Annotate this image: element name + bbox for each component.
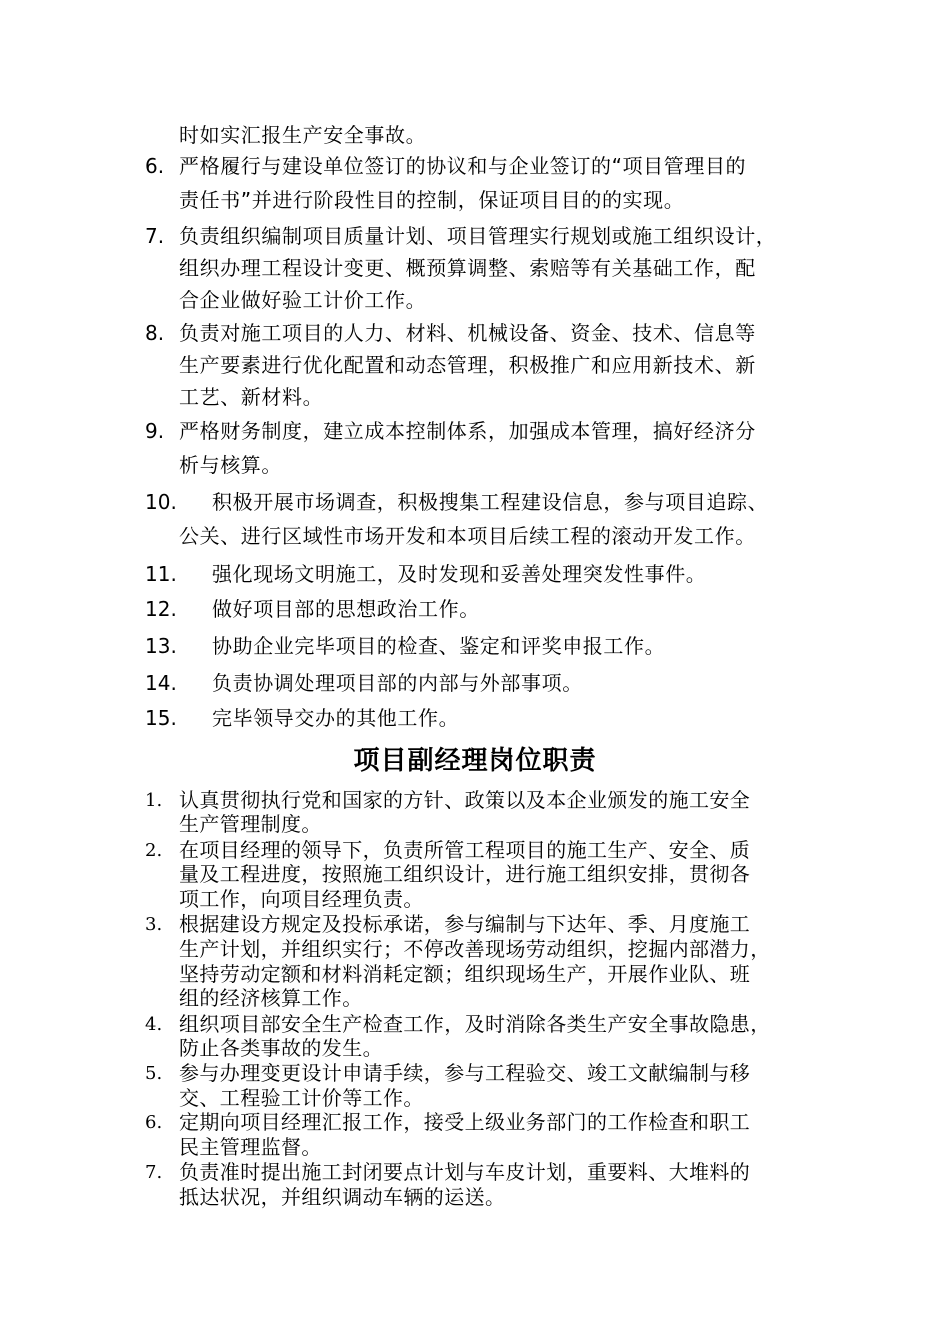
list-item-number: 2. bbox=[145, 840, 163, 861]
list-item-text: 民主管理监督。 bbox=[179, 1135, 322, 1159]
list-item-text: 定期向项目经理汇报工作，接受上级业务部门的工作检查和职工 bbox=[179, 1110, 751, 1134]
section-title: 项目副经理岗位职责 bbox=[353, 746, 597, 776]
list-item-text: 生产计划，并组织实行；不停改善现场劳动组织，挖掘内部潜力， bbox=[179, 937, 771, 961]
list-item-number: 14. bbox=[145, 671, 177, 695]
list-item-text: 认真贯彻执行党和国家的方针、政策以及本企业颁发的施工安全 bbox=[179, 788, 751, 812]
list-item-text: 抵达状况，并组织调动车辆的运送。 bbox=[179, 1185, 506, 1209]
list-item-number: 9. bbox=[145, 419, 165, 443]
list-item-text: 做好项目部的思想政治工作。 bbox=[212, 597, 480, 621]
list-item-text: 组织办理工程设计变更、概预算调整、索赔等有关基础工作，配 bbox=[179, 256, 756, 280]
list-item-text: 协助企业完毕项目的检查、鉴定和评奖申报工作。 bbox=[212, 634, 666, 658]
list-item-text: 生产要素进行优化配置和动态管理，积极推广和应用新技术、新 bbox=[179, 353, 756, 377]
list-item-text: 严格财务制度，建立成本控制体系，加强成本管理，搞好经济分 bbox=[179, 419, 756, 443]
list-item-number: 10. bbox=[145, 490, 177, 514]
list-item-number: 13. bbox=[145, 634, 177, 658]
list-item-text: 交、工程验工计价等工作。 bbox=[179, 1086, 424, 1110]
list-item-text: 组织项目部安全生产检查工作，及时消除各类生产安全事故隐患， bbox=[179, 1012, 771, 1036]
list-item-number: 15. bbox=[145, 706, 177, 730]
list-item-number: 7. bbox=[145, 1162, 163, 1183]
list-item-text: 负责对施工项目的人力、材料、机械设备、资金、技术、信息等 bbox=[179, 321, 756, 345]
list-item-text: 负责协调处理项目部的内部与外部事项。 bbox=[212, 671, 583, 695]
list-item-text: 项工作，向项目经理负责。 bbox=[179, 887, 424, 911]
list-item-text: 负责准时提出施工封闭要点计划与车皮计划，重要料、大堆料的 bbox=[179, 1160, 751, 1184]
list-item-number: 5. bbox=[145, 1063, 163, 1084]
list-item-text: 量及工程进度，按照施工组织设计，进行施工组织安排，贯彻各 bbox=[179, 862, 751, 886]
list-item-number: 6. bbox=[145, 1112, 163, 1133]
list-item-text: 在项目经理的领导下，负责所管工程项目的施工生产、安全、质 bbox=[179, 838, 751, 862]
list-item-number: 11. bbox=[145, 562, 177, 586]
list-item-text: 坚持劳动定额和材料消耗定额；组织现场生产，开展作业队、班 bbox=[179, 962, 751, 986]
list-item-number: 7. bbox=[145, 224, 165, 248]
list-item-number: 1. bbox=[145, 790, 163, 811]
list-item-number: 3. bbox=[145, 914, 163, 935]
list-item-text: 析与核算。 bbox=[179, 453, 282, 477]
list-item-text: 防止各类事故的发生。 bbox=[179, 1036, 383, 1060]
list-item-text: 负责组织编制项目质量计划、项目管理实行规划或施工组织设计， bbox=[179, 224, 777, 248]
list-item-text: 合企业做好验工计价工作。 bbox=[179, 288, 427, 312]
list-item-text: 工艺、新材料。 bbox=[179, 385, 324, 409]
list-item-number: 8. bbox=[145, 321, 165, 345]
list-item-text: 参与办理变更设计申请手续，参与工程验交、竣工文献编制与移 bbox=[179, 1061, 751, 1085]
list-item-text: 根据建设方规定及投标承诺，参与编制与下达年、季、月度施工 bbox=[179, 912, 751, 936]
list-item-number: 4. bbox=[145, 1014, 163, 1035]
list-item-text: 强化现场文明施工，及时发现和妥善处理突发性事件。 bbox=[212, 562, 707, 586]
list-item-text: 积极开展市场调查，积极搜集工程建设信息，参与项目追踪、 bbox=[212, 490, 769, 514]
list-item-number: 12. bbox=[145, 597, 177, 621]
list-item-text: 责任书”并进行阶段性目的控制，保证项目目的的实现。 bbox=[179, 188, 685, 212]
list-item-text: 公关、进行区域性市场开发和本项目后续工程的滚动开发工作。 bbox=[179, 524, 756, 548]
list-item-text: 生产管理制度。 bbox=[179, 812, 322, 836]
list-item-number: 6. bbox=[145, 154, 165, 178]
list-item-text: 完毕领导交办的其他工作。 bbox=[212, 706, 460, 730]
list-item-text: 时如实汇报生产安全事故。 bbox=[179, 123, 427, 147]
list-item-text: 严格履行与建设单位签订的协议和与企业签订的“项目管理目的 bbox=[179, 154, 747, 178]
list-item-text: 组的经济核算工作。 bbox=[179, 986, 363, 1010]
